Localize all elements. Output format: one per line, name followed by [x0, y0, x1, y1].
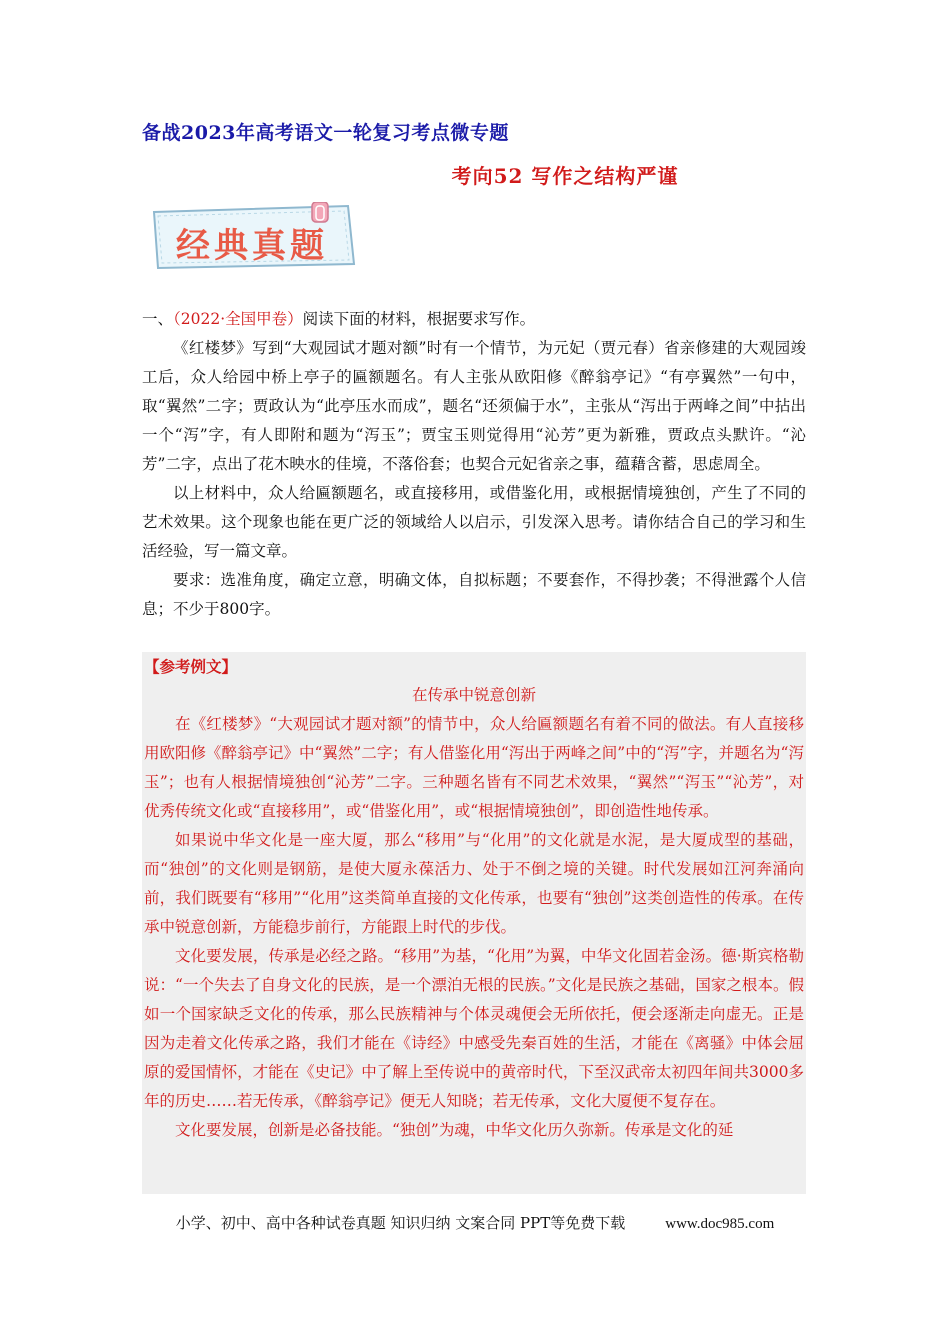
question-instruction: 阅读下面的材料，根据要求写作。 — [302, 310, 536, 328]
page-footer — [0, 1212, 950, 1233]
essay-paragraph: 文化要发展，传承是必经之路。“移用”为基，“化用”为翼，中华文化固若金汤。德·斯宾格勒说：“一个失去了自身文化的民族，是一个漂泊无根的民族。”文化是民族之基础，国家之根本。假如一个国家缺乏文化的传承，那么民族精神与个体灵魂便会无所依托，便会逐渐走向虚无。正是因为走着文化传承之路，我们才能在《诗经》中感受先秦百姓的生活，才能在《离骚》中体会屈原的爱国情怀，才能在《史记》中了解上至传说中的黄帝时代，下至汉武帝太初四年间共3000多年的历史……若无传承，《醉翁亭记》便无人知晓；若无传承，文化大厦便不复存在。 — [144, 947, 804, 1110]
essay-title: 在传承中锐意创新 — [411, 686, 536, 704]
footer-text: 小学、初中、高中各种试卷真题 知识归纳 文案合同 PPT等免费下载 — [175, 1214, 626, 1232]
reference-essay-label: 【参考例文】 — [144, 657, 238, 676]
footer-site-link[interactable]: www.doc985.com — [665, 1216, 775, 1232]
question-paragraph: 以上材料中，众人给匾额题名，或直接移用，或借鉴化用，或根据情境独创，产生了不同的艺术效果。这个现象也能在更广泛的领域给人以启示，引发深入思考。请你结合自己的学习和生活经验，写一篇文章。 — [142, 484, 806, 560]
section-banner — [148, 202, 360, 272]
essay-paragraph: 如果说中华文化是一座大厦，那么“移用”与“化用”的文化就是水泥，是大厦成型的基础，而“独创”的文化则是钢筋，是使大厦永葆活力、处于不倒之境的关键。时代发展如江河奔涌向前，我们既要有“移用”“化用”这类简单直接的文化传承，也要有“独创”这类创造性的传承。在传承中锐意创新，方能稳步前行，方能跟上时代的步伐。 — [144, 831, 804, 936]
essay-paragraph: 在《红楼梦》“大观园试才题对额”的情节中，众人给匾额题名有着不同的做法。有人直接移用欧阳修《醉翁亭记》中“翼然”二字；有人借鉴化用“泻出于两峰之间”中的“泻”字，并题名为“泻玉”；也有人根据情境独创“沁芳”二字。三种题名皆有不同艺术效果，“翼然”“泻玉”“沁芳”，对优秀传统文化或“直接移用”，或“借鉴化用”，或“根据情境独创”，即创造性地传承。 — [144, 715, 804, 820]
question-header — [142, 305, 806, 334]
banner-label: 经典真题 — [176, 226, 328, 266]
document-subtitle: 考向52 写作之结构严谨 — [451, 164, 679, 188]
question-source: （2022·全国甲卷） — [173, 310, 303, 328]
question-paragraph: 《红楼梦》写到“大观园试才题对额”时有一个情节，为元妃（贾元春）省亲修建的大观园竣工后，众人给园中桥上亭子的匾额题名。有人主张从欧阳修《醉翁亭记》“有亭翼然”一句中，取“翼然”二字；贾政认为“此亭压水而成”，题名“还须偏于水”，主张从“泻出于两峰之间”中拈出一个“泻”字，有人即附和题为“泻玉”；贾宝玉则觉得用“沁芳”更为新雅，贾政点头默许。“沁芳”二字，点出了花木映水的佳境，不落俗套；也契合元妃省亲之事，蕴藉含蓄，思虑周全。 — [142, 339, 806, 473]
essay-paragraph: 文化要发展，创新是必备技能。“独创”为魂，中华文化历久弥新。传承是文化的延 — [175, 1121, 734, 1139]
question-block — [142, 305, 806, 624]
reference-essay-block — [142, 652, 806, 1194]
document-title: 备战2023年高考语文一轮复习考点微专题 — [142, 122, 509, 144]
question-requirements: 要求：选准角度，确定立意，明确文体，自拟标题；不要套作，不得抄袭；不得泄露个人信息；不少于800字。 — [142, 571, 806, 618]
question-number: 一、 — [142, 310, 174, 328]
